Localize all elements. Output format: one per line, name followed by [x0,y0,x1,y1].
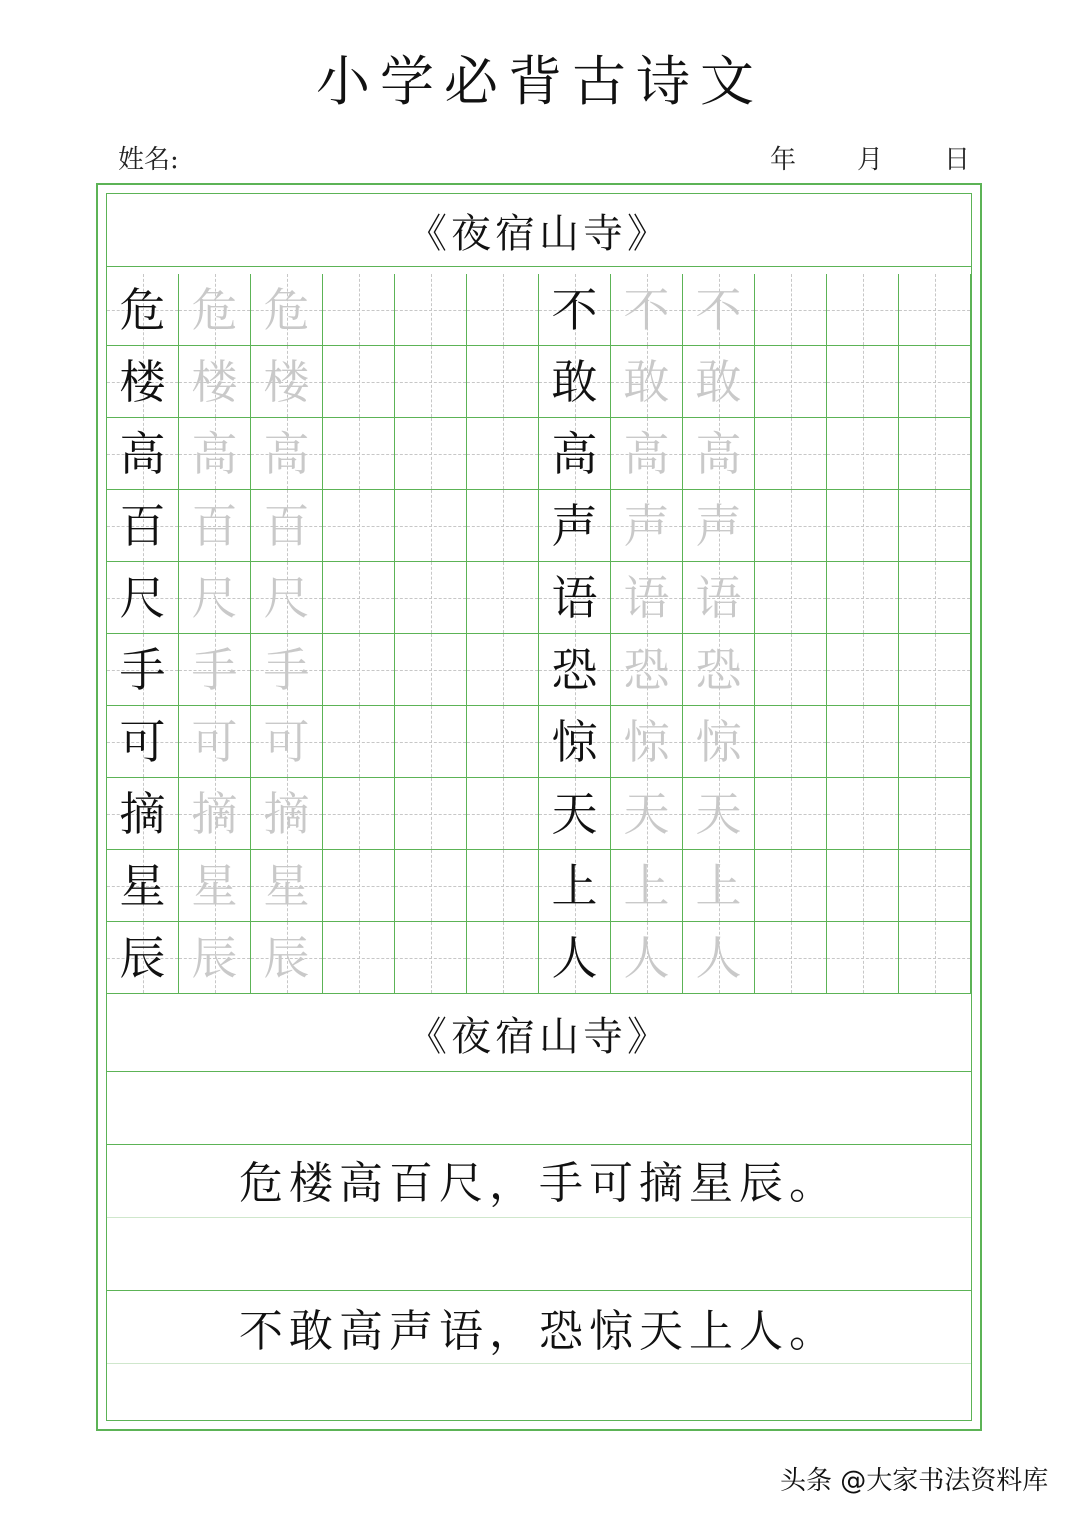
empty-practice-cell [755,850,827,922]
empty-practice-cell [899,562,971,634]
trace-character: 高 [191,426,238,481]
practice-sheet-inner [106,193,972,1421]
empty-practice-cell [323,562,395,634]
model-character-cell [107,778,179,850]
model-character-cell [539,274,611,346]
trace-character-cell [179,346,251,418]
empty-practice-cell [395,634,467,706]
empty-practice-cell [899,490,971,562]
empty-practice-cell [323,418,395,490]
trace-character-cell [179,706,251,778]
model-character: 高 [119,426,166,481]
empty-practice-cell [755,562,827,634]
trace-character: 手 [191,642,238,697]
model-character: 可 [119,714,166,769]
model-character-cell [539,562,611,634]
empty-practice-cell [395,706,467,778]
empty-practice-cell [467,922,539,994]
empty-practice-cell [755,490,827,562]
model-character-cell [539,706,611,778]
trace-character-cell [179,562,251,634]
trace-character-cell [611,490,683,562]
trace-character: 恐 [623,642,670,697]
trace-character-cell [611,274,683,346]
empty-practice-cell [755,346,827,418]
trace-character: 声 [623,498,670,553]
trace-character: 摘 [191,786,238,841]
trace-character: 惊 [695,714,742,769]
trace-character-cell [251,850,323,922]
empty-practice-cell [467,778,539,850]
title-divider [107,266,971,267]
empty-practice-cell [323,922,395,994]
model-character-cell [539,634,611,706]
model-character-cell [107,274,179,346]
trace-character: 高 [695,426,742,481]
empty-practice-cell [395,490,467,562]
trace-character: 敢 [623,354,670,409]
model-character: 手 [119,642,166,697]
model-character: 惊 [551,714,598,769]
poem-line-2: 不敢高声语，恐惊天上人。 [239,1306,839,1357]
empty-practice-cell [827,418,899,490]
empty-practice-cell [755,274,827,346]
empty-practice-cell [467,418,539,490]
model-character-cell [107,490,179,562]
year-label: 年 [770,145,797,175]
trace-character-cell [179,922,251,994]
empty-practice-cell [395,418,467,490]
trace-character: 手 [263,642,310,697]
model-character: 语 [551,570,598,625]
practice-sheet [96,183,982,1431]
model-character: 摘 [119,786,166,841]
trace-character-cell [611,922,683,994]
trace-character-cell [251,634,323,706]
empty-practice-cell [395,346,467,418]
trace-character-cell [683,778,755,850]
trace-character-cell [251,274,323,346]
trace-character: 高 [623,426,670,481]
trace-character-cell [179,778,251,850]
trace-character-cell [683,274,755,346]
empty-practice-cell [395,562,467,634]
empty-practice-cell [899,850,971,922]
trace-character: 楼 [191,354,238,409]
poem-title-top: 《夜宿山寺》 [407,211,671,257]
model-character-cell [107,418,179,490]
empty-practice-cell [827,922,899,994]
trace-character: 尺 [263,570,310,625]
trace-character: 天 [623,786,670,841]
model-character-cell [107,346,179,418]
model-character: 辰 [119,930,166,985]
empty-practice-cell [467,274,539,346]
trace-character-cell [683,418,755,490]
empty-practice-cell [827,850,899,922]
poem-line-1: 危楼高百尺，手可摘星辰。 [239,1158,839,1209]
trace-character: 敢 [695,354,742,409]
trace-character-cell [683,922,755,994]
empty-practice-cell [323,490,395,562]
character-grid [107,274,971,999]
empty-practice-cell [467,346,539,418]
date-fields [770,140,970,180]
trace-character: 可 [263,714,310,769]
model-character: 恐 [551,642,598,697]
trace-character-cell [611,634,683,706]
empty-practice-cell [899,778,971,850]
trace-character-cell [683,346,755,418]
model-character: 不 [551,282,598,337]
empty-practice-cell [323,778,395,850]
trace-character: 百 [263,498,310,553]
trace-character: 高 [263,426,310,481]
empty-practice-cell [827,490,899,562]
trace-character: 上 [695,858,742,913]
trace-character: 危 [263,282,310,337]
empty-practice-cell [323,706,395,778]
empty-practice-cell [467,706,539,778]
trace-character-cell [611,346,683,418]
model-character: 尺 [119,570,166,625]
trace-character-cell [251,346,323,418]
model-character-cell [107,922,179,994]
trace-character: 尺 [191,570,238,625]
trace-character: 人 [623,930,670,985]
empty-practice-cell [899,346,971,418]
model-character: 楼 [119,354,166,409]
trace-character-cell [251,562,323,634]
trace-character: 星 [191,858,238,913]
empty-practice-cell [323,634,395,706]
empty-practice-cell [899,274,971,346]
trace-character-cell [251,778,323,850]
trace-character-cell [683,562,755,634]
name-label: 姓名: [118,145,179,175]
trace-character-cell [611,706,683,778]
model-character: 高 [551,426,598,481]
model-character-cell [107,634,179,706]
empty-practice-cell [899,634,971,706]
empty-practice-cell [467,490,539,562]
empty-practice-cell [395,850,467,922]
empty-practice-cell [827,778,899,850]
empty-practice-cell [323,346,395,418]
trace-character-cell [251,922,323,994]
trace-character: 摘 [263,786,310,841]
model-character: 人 [551,930,598,985]
empty-practice-cell [827,562,899,634]
empty-practice-cell [899,706,971,778]
empty-practice-cell [467,634,539,706]
trace-character: 语 [695,570,742,625]
trace-character: 辰 [191,930,238,985]
trace-character-cell [251,490,323,562]
trace-character-cell [179,634,251,706]
trace-character-cell [683,706,755,778]
writing-line [107,1071,971,1072]
trace-character: 辰 [263,930,310,985]
trace-character: 上 [623,858,670,913]
trace-character: 惊 [623,714,670,769]
model-character: 天 [551,786,598,841]
trace-character-cell [179,490,251,562]
model-character: 声 [551,498,598,553]
trace-character: 声 [695,498,742,553]
empty-practice-cell [755,706,827,778]
month-label: 月 [856,145,883,175]
empty-practice-cell [899,418,971,490]
empty-practice-cell [755,418,827,490]
empty-practice-cell [827,346,899,418]
watermark: 头条 @大家书法资料库 [780,1466,1049,1496]
model-character-cell [539,418,611,490]
model-character: 上 [551,858,598,913]
trace-character: 不 [623,282,670,337]
trace-character: 可 [191,714,238,769]
empty-practice-cell [755,778,827,850]
empty-practice-cell [827,706,899,778]
empty-practice-cell [467,562,539,634]
empty-practice-cell [467,850,539,922]
model-character: 敢 [551,354,598,409]
empty-practice-cell [755,922,827,994]
trace-character: 星 [263,858,310,913]
model-character-cell [539,346,611,418]
empty-practice-cell [395,274,467,346]
trace-character: 语 [623,570,670,625]
trace-character-cell [251,706,323,778]
trace-character-cell [179,850,251,922]
model-character-cell [107,850,179,922]
model-character-cell [539,922,611,994]
empty-practice-cell [323,274,395,346]
trace-character: 天 [695,786,742,841]
model-character: 危 [119,282,166,337]
model-character-cell [107,562,179,634]
trace-character-cell [611,418,683,490]
model-character: 星 [119,858,166,913]
model-character-cell [107,706,179,778]
model-character-cell [539,850,611,922]
trace-character: 百 [191,498,238,553]
empty-practice-cell [395,922,467,994]
trace-character: 恐 [695,642,742,697]
day-label: 日 [943,145,970,175]
trace-character-cell [251,418,323,490]
empty-practice-cell [827,634,899,706]
model-character-cell [539,778,611,850]
empty-practice-cell [899,922,971,994]
trace-character-cell [179,274,251,346]
trace-character-cell [179,418,251,490]
writing-line [107,1363,971,1364]
trace-character-cell [683,850,755,922]
trace-character: 楼 [263,354,310,409]
poem-title-bottom: 《夜宿山寺》 [407,1014,671,1060]
trace-character: 不 [695,282,742,337]
trace-character-cell [611,850,683,922]
trace-character: 危 [191,282,238,337]
page-title: 小学必背古诗文 [316,50,764,113]
model-character: 百 [119,498,166,553]
empty-practice-cell [827,274,899,346]
writing-line [107,1144,971,1145]
trace-character: 人 [695,930,742,985]
trace-character-cell [611,778,683,850]
empty-practice-cell [755,634,827,706]
empty-practice-cell [323,850,395,922]
trace-character-cell [611,562,683,634]
trace-character-cell [683,634,755,706]
model-character-cell [539,490,611,562]
empty-practice-cell [395,778,467,850]
trace-character-cell [683,490,755,562]
writing-line [107,1217,971,1218]
writing-line [107,1290,971,1291]
